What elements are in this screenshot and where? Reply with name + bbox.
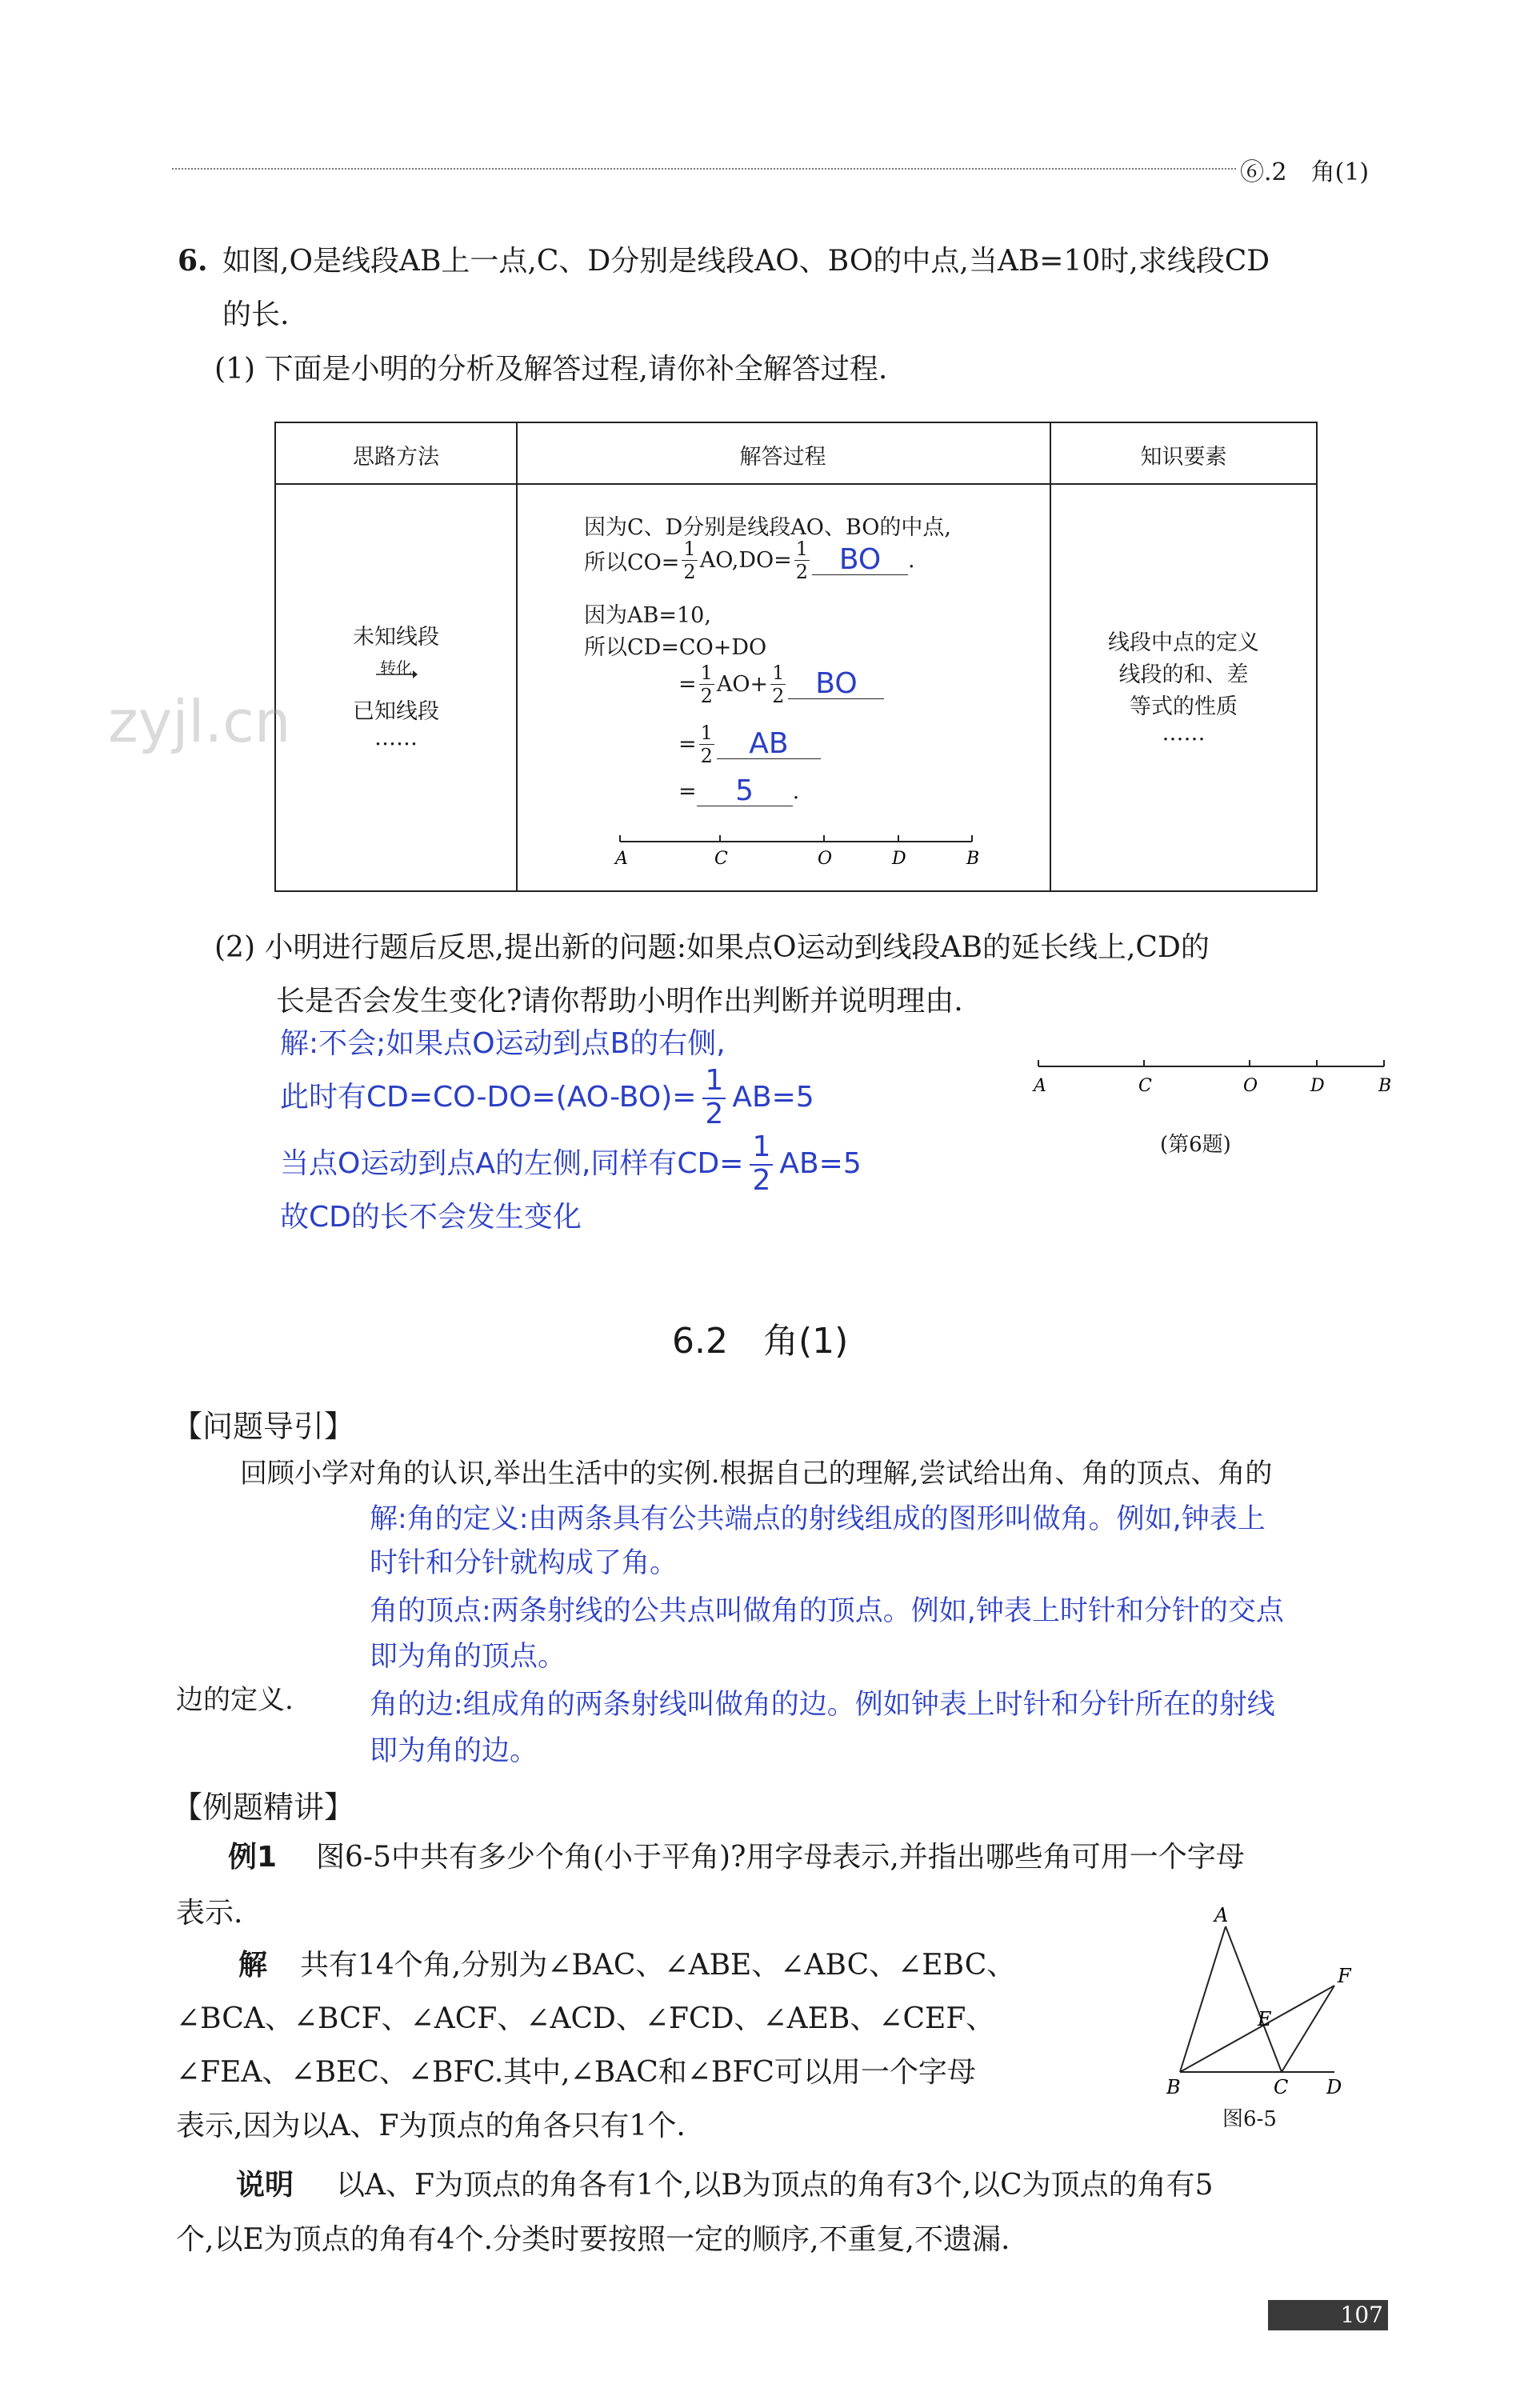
table-header-rule: [276, 483, 1316, 485]
label-D: D: [1310, 1076, 1325, 1096]
transform-arrow: [376, 667, 418, 677]
knowledge-equality: 等式的性质: [1130, 694, 1238, 719]
page-number: 107: [1268, 2300, 1388, 2330]
guide-heading: 【问题导引】: [172, 1409, 355, 1444]
label-B: B: [1166, 2076, 1181, 2096]
proc-line7: = 5 .: [678, 774, 800, 807]
example-heading: 【例题精讲】: [172, 1790, 355, 1825]
method-known: 已知线段: [353, 699, 439, 724]
question6-figure: [1032, 1054, 1400, 1102]
answer-blank-3: AB: [717, 730, 821, 759]
label-C: C: [1138, 1076, 1152, 1096]
label-A: A: [615, 849, 628, 869]
label-C: C: [1274, 2076, 1289, 2096]
guide-answer-line1: 解:角的定义:由两条具有公共端点的射线组成的图形叫做角。例如,钟表上: [370, 1503, 1266, 1535]
guide-answer-line6: 即为角的边。: [370, 1735, 538, 1767]
method-ellipsis: ……: [374, 726, 418, 750]
section-title: 6.2 角(1): [672, 1321, 849, 1362]
answer-blank-4: 5: [697, 777, 793, 806]
part1-prompt: (1) 下面是小明的分析及解答过程,请你补全解答过程.: [214, 353, 888, 386]
label-O: O: [1243, 1076, 1258, 1096]
segment-AC: [1226, 1926, 1282, 2072]
table-segment-diagram: [612, 827, 980, 875]
method-transform: 转化: [380, 658, 412, 678]
solution-line2: ∠BCA、∠BCF、∠ACF、∠ACD、∠FCD、∠AEB、∠CEF、: [176, 2002, 995, 2035]
note-line1: 以A、F为顶点的角各有1个,以B为顶点的角有3个,以C为顶点的角有5: [336, 2169, 1214, 2202]
label-C: C: [714, 849, 728, 869]
question-stem-line2: 的长.: [222, 298, 290, 331]
proc-line4: 所以CD=CO+DO: [584, 635, 767, 660]
knowledge-midpoint: 线段中点的定义: [1108, 630, 1259, 655]
guide-answer-line5: 角的边:组成角的两条射线叫做角的边。例如钟表上时针和分针所在的射线: [370, 1689, 1275, 1721]
table-col-divider: [516, 423, 518, 890]
answer2-line4: 故CD的长不会发生变化: [280, 1201, 582, 1234]
label-O: O: [818, 849, 833, 869]
half-fraction: $\frac{1}{2}$: [795, 538, 809, 583]
part2-prompt-line2: 长是否会发生变化?请你帮助小明作出判断并说明理由.: [276, 985, 963, 1018]
label-E: E: [1258, 2008, 1272, 2030]
half-fraction: $\frac{1}{2}$: [700, 662, 713, 707]
guide-answer-line4: 即为角的顶点。: [370, 1641, 566, 1673]
answer2-line2: 此时有CD=CO-DO=(AO-BO)= $\frac{1}{2}$ AB=5: [280, 1064, 814, 1130]
example-label: 例1: [228, 1841, 278, 1874]
half-fraction: $\frac{1}{2}$: [700, 722, 713, 767]
answer-blank-1: BO: [812, 546, 908, 575]
table-header-method: 思路方法: [353, 445, 439, 470]
proc-line6: = $\frac{1}{2}$ AB: [678, 723, 821, 766]
example-question-line1: 图6-5中共有多少个角(小于平角)?用字母表示,并指出哪些角可用一个字母: [316, 1841, 1245, 1874]
guide-text-line1: 回顾小学对角的认识,举出生活中的实例.根据自己的理解,尝试给出角、角的顶点、角的: [240, 1458, 1273, 1490]
knowledge-ellipsis: ……: [1162, 721, 1206, 746]
segment-CF: [1282, 1986, 1334, 2072]
question-number: 6.: [178, 244, 208, 278]
note-label: 说明: [236, 2169, 294, 2202]
label-A: A: [1214, 1904, 1229, 1926]
figure-6-5: [1160, 1904, 1368, 2096]
solution-label: 解: [238, 1949, 268, 1982]
question-stem-line1: 如图,O是线段AB上一点,C、D分别是线段AO、BO的中点,当AB=10时,求线段CD: [222, 245, 1270, 278]
proc-line2: 所以CO= $\frac{1}{2}$ AO,DO= $\frac{1}{2}$ BO .: [584, 538, 915, 583]
label-A: A: [1034, 1076, 1046, 1096]
solution-line1: 共有14个角,分别为∠BAC、∠ABE、∠ABC、∠EBC、: [300, 1949, 1016, 1982]
label-D: D: [1326, 2076, 1342, 2096]
guide-answer-line2: 时针和分针就构成了角。: [370, 1547, 678, 1579]
label-D: D: [892, 849, 906, 869]
guide-text-line2: 边的定义.: [176, 1684, 294, 1716]
note-line2: 个,以E为顶点的角有4个.分类时要按照一定的顺序,不重复,不遗漏.: [176, 2223, 1010, 2256]
method-unknown: 未知线段: [353, 625, 439, 650]
answer2-line3: 当点O运动到点A的左侧,同样有CD= $\frac{1}{2}$ AB=5: [280, 1130, 862, 1197]
half-fraction: $\frac{1}{2}$: [772, 662, 785, 707]
solution-line4: 表示,因为以A、F为顶点的角各只有1个.: [176, 2110, 686, 2142]
answer2-line1: 解:不会;如果点O运动到点B的右侧,: [280, 1027, 726, 1060]
solution-line3: ∠FEA、∠BEC、∠BFC.其中,∠BAC和∠BFC可以用一个字母: [176, 2056, 976, 2089]
label-B: B: [966, 849, 980, 869]
answer-blank-2: BO: [788, 670, 884, 699]
solution-table: [274, 422, 1318, 892]
figure-6-5-caption: 图6-5: [1222, 2107, 1277, 2131]
header-rule: [172, 168, 1236, 170]
example-question-line2: 表示.: [176, 1897, 243, 1930]
half-fraction-blue: $\frac{1}{2}$: [702, 1066, 726, 1130]
figure6-caption: (第6题): [1160, 1133, 1231, 1157]
proc-line3: 因为AB=10,: [584, 603, 711, 628]
half-fraction: $\frac{1}{2}$: [683, 538, 696, 583]
knowledge-sum-diff: 线段的和、差: [1118, 662, 1249, 687]
half-fraction-blue: $\frac{1}{2}$: [750, 1132, 773, 1196]
table-header-knowledge: 知识要素: [1140, 445, 1227, 470]
header-section: ⑥.2 角(1): [1240, 158, 1370, 186]
label-B: B: [1378, 1076, 1392, 1096]
part2-prompt-line1: (2) 小明进行题后反思,提出新的问题:如果点O运动到线段AB的延长线上,CD的: [214, 931, 1210, 964]
proc-line1: 因为C、D分别是线段AO、BO的中点,: [584, 515, 951, 540]
guide-answer-line3: 角的顶点:两条射线的公共点叫做角的顶点。例如,钟表上时针和分针的交点: [370, 1595, 1284, 1627]
proc-line5: = $\frac{1}{2}$ AO+ $\frac{1}{2}$ BO: [678, 663, 884, 706]
watermark: zyjl.cn: [108, 688, 291, 755]
table-header-process: 解答过程: [739, 445, 826, 470]
label-F: F: [1338, 1965, 1351, 1987]
